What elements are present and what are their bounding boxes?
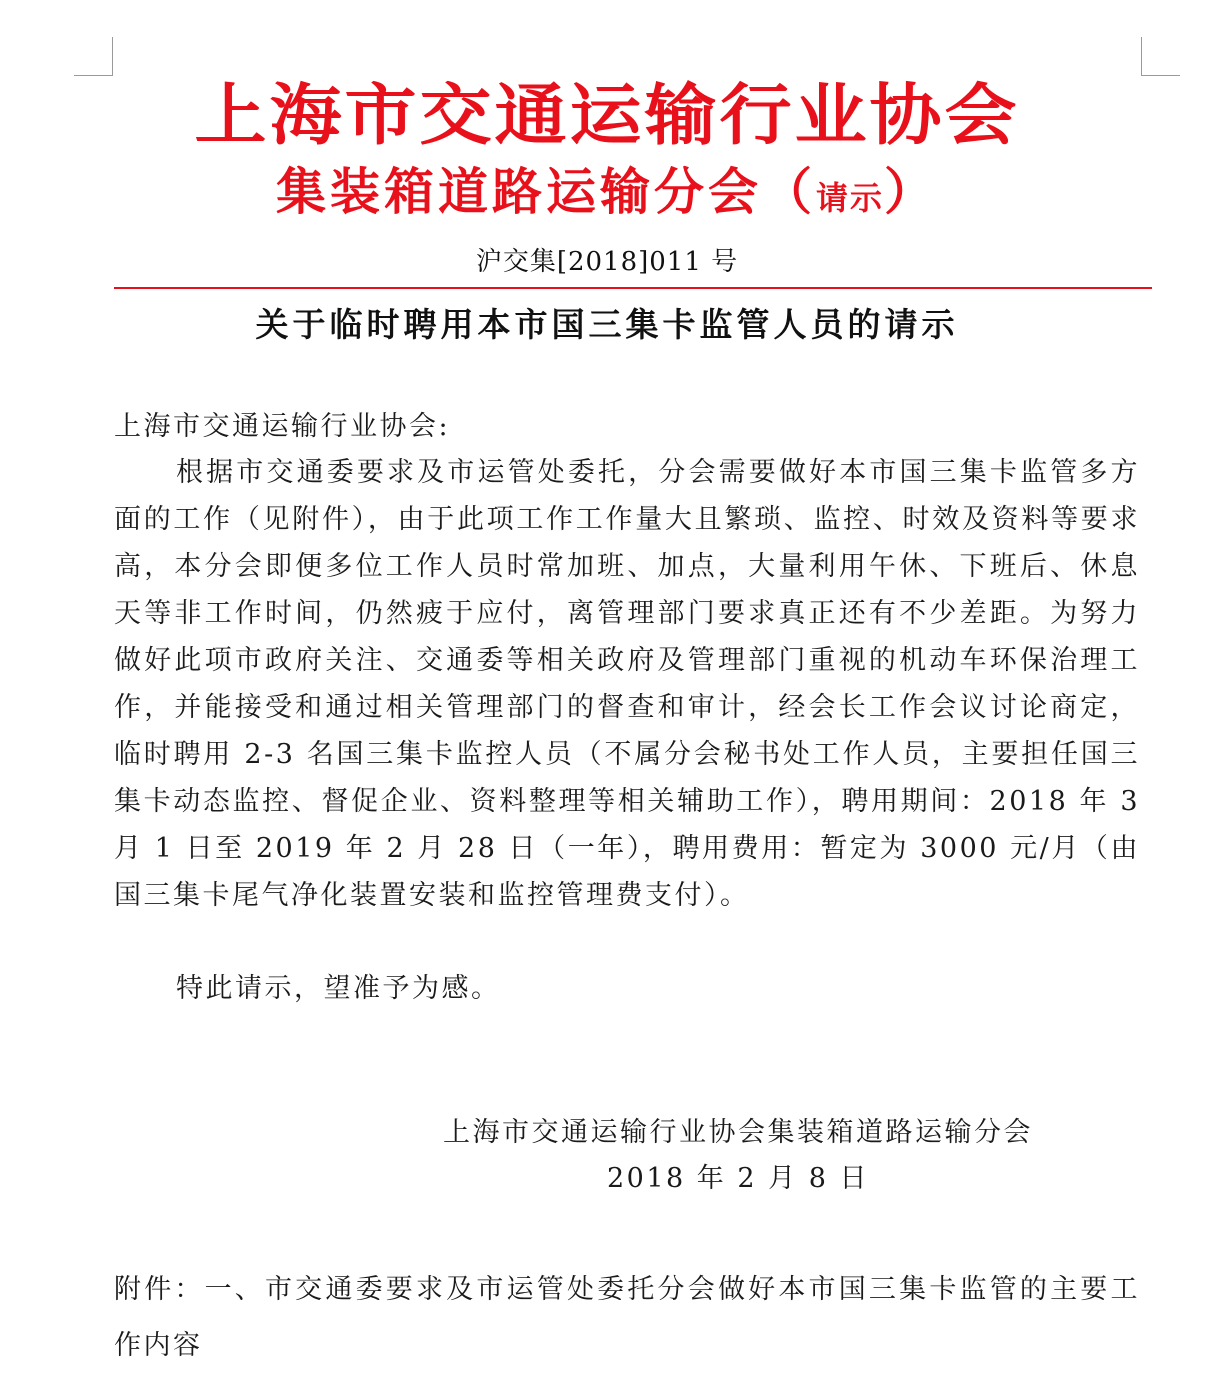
signature-date: 2018 年 2 月 8 日 (607, 1163, 869, 1194)
salutation: 上海市交通运输行业协会: (114, 411, 451, 442)
closing-line: 特此请示，望准予为感。 (176, 973, 501, 1004)
signature-block (418, 1110, 1058, 1202)
page-corner-mark-top-right (1141, 37, 1180, 76)
letterhead-org-name: 上海市交通运输行业协会 (194, 75, 1020, 154)
attachment-note: 附件：一、市交通委要求及市运管处委托分会做好本市国三集卡监管的主要工作内容 (114, 1274, 1140, 1361)
document-number: 沪交集[2018]011 号 (475, 247, 739, 277)
letterhead-branch-name (0, 160, 1214, 230)
signature-org: 上海市交通运输行业协会集装箱道路运输分会 (443, 1117, 1033, 1148)
letterhead-doc-type: 请示 (815, 179, 884, 217)
letterhead-branch-close: ） (884, 162, 938, 221)
document-title: 关于临时聘用本市国三集卡监管人员的请示 (255, 305, 959, 344)
page-corner-mark-top-left (74, 37, 113, 76)
letterhead-divider (114, 287, 1152, 289)
body-paragraph: 根据市交通委要求及市运管处委托，分会需要做好本市国三集卡监管多方面的工作（见附件），由于此项工作工作量大且繁琐、监控、时效及资料等要求高，本分会即便多位工作人员时常加班、加点，大量利用午休、下班后、休息天等非工作时间，仍然疲于应付，离管理部门要求真正还有不少差距。为努力做好此项市政府关注、交通委等相关政府及管理部门重视的机动车环保治理工作，并能接受和通过相关管理部门的督查和审计，经会长工作会议讨论商定，临时聘用 2-3 名国三集卡监控人员（不属分会秘书处工作人员，主要担任国三集卡动态监控、督促企业、资料整理等相关辅助工作），聘用期间：2018 年 3 月 1 日至 2019 年 2 月 28 日（一年），聘用费用：暂定为 3000 元/月（由国三集卡尾气净化装置安装和监控管理费支付）。 (114, 457, 1140, 911)
letterhead-branch-text: 集装箱道路运输分会（ (275, 162, 816, 221)
